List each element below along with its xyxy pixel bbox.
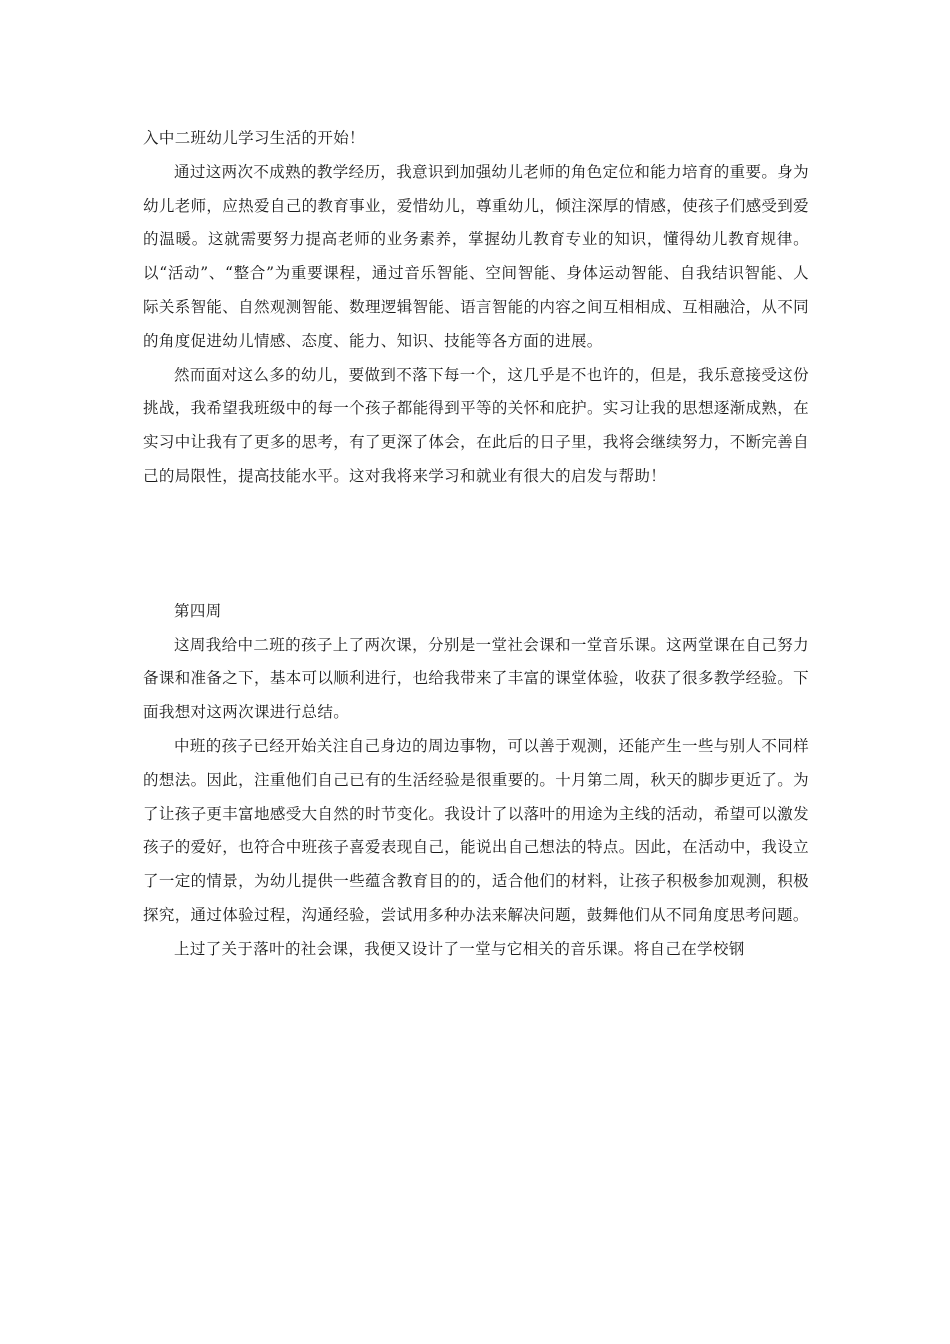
- paragraph-social-class: 中班的孩子已经开始关注自己身边的周边事物，可以善于观测，还能产生一些与别人不同样的想法。因此，注重他们自己已有的生活经验是很重要的。十月第二周，秋天的脚步更近了。为了让孩子更丰富地感受大自然的时节变化。我设计了以落叶的用途为主线的活动，希望可以激发孩子的爱好，也符合中班孩子喜爱表现自己，能说出自己想法的特点。因此，在活动中，我设立了一定的情景，为幼儿提供一些蕴含教育目的的，适合他们的材料，让孩子积极参加观测，积极探究，通过体验过程，沟通经验，尝试用多种办法来解决问题，鼓舞他们从不同角度思考问题。: [143, 736, 809, 924]
- paragraph-challenge: 然而面对这么多的幼儿，要做到不落下每一个，这几乎是不也许的，但是，我乐意接受这份挑战，我希望我班级中的每一个孩子都能得到平等的关怀和庇护。实习让我的思想逐渐成熟，在实习中让我有了更多的思考，有了更深了体会，在此后的日子里，我将会继续努力，不断完善自己的局限性，提高技能水平。这对我将来学习和就业有很大的启发与帮助！: [143, 365, 809, 485]
- section-heading: 第四周: [174, 601, 222, 620]
- paragraph-continuation: 入中二班幼儿学习生活的开始！: [143, 129, 365, 147]
- section-spacer: [143, 494, 809, 595]
- paragraph-music-class: 上过了关于落叶的社会课，我便又设计了一堂与它相关的音乐课。将自己在学校钢: [174, 939, 745, 958]
- document-body: [143, 122, 809, 967]
- paragraph-reflection: 通过这两次不成熟的教学经历，我意识到加强幼儿老师的角色定位和能力培育的重要。身为幼儿老师，应热爱自己的教育事业，爱惜幼儿，尊重幼儿，倾注深厚的情感，使孩子们感受到爱的温暖。这就需要努力提高老师的业务素养，掌握幼儿教育专业的知识，懂得幼儿教育规律。以“活动”、“整合”为重要课程，通过音乐智能、空间智能、身体运动智能、自我结识智能、人际关系智能、自然观测智能、数理逻辑智能、语言智能的内容之间互相相成、互相融洽，从不同的角度促进幼儿情感、态度、能力、知识、技能等各方面的进展。: [143, 162, 809, 350]
- paragraph-week-summary: 这周我给中二班的孩子上了两次课，分别是一堂社会课和一堂音乐课。这两堂课在自己努力备课和准备之下，基本可以顺利进行，也给我带来了丰富的课堂体验，收获了很多教学经验。下面我想对这两次课进行总结。: [143, 635, 809, 722]
